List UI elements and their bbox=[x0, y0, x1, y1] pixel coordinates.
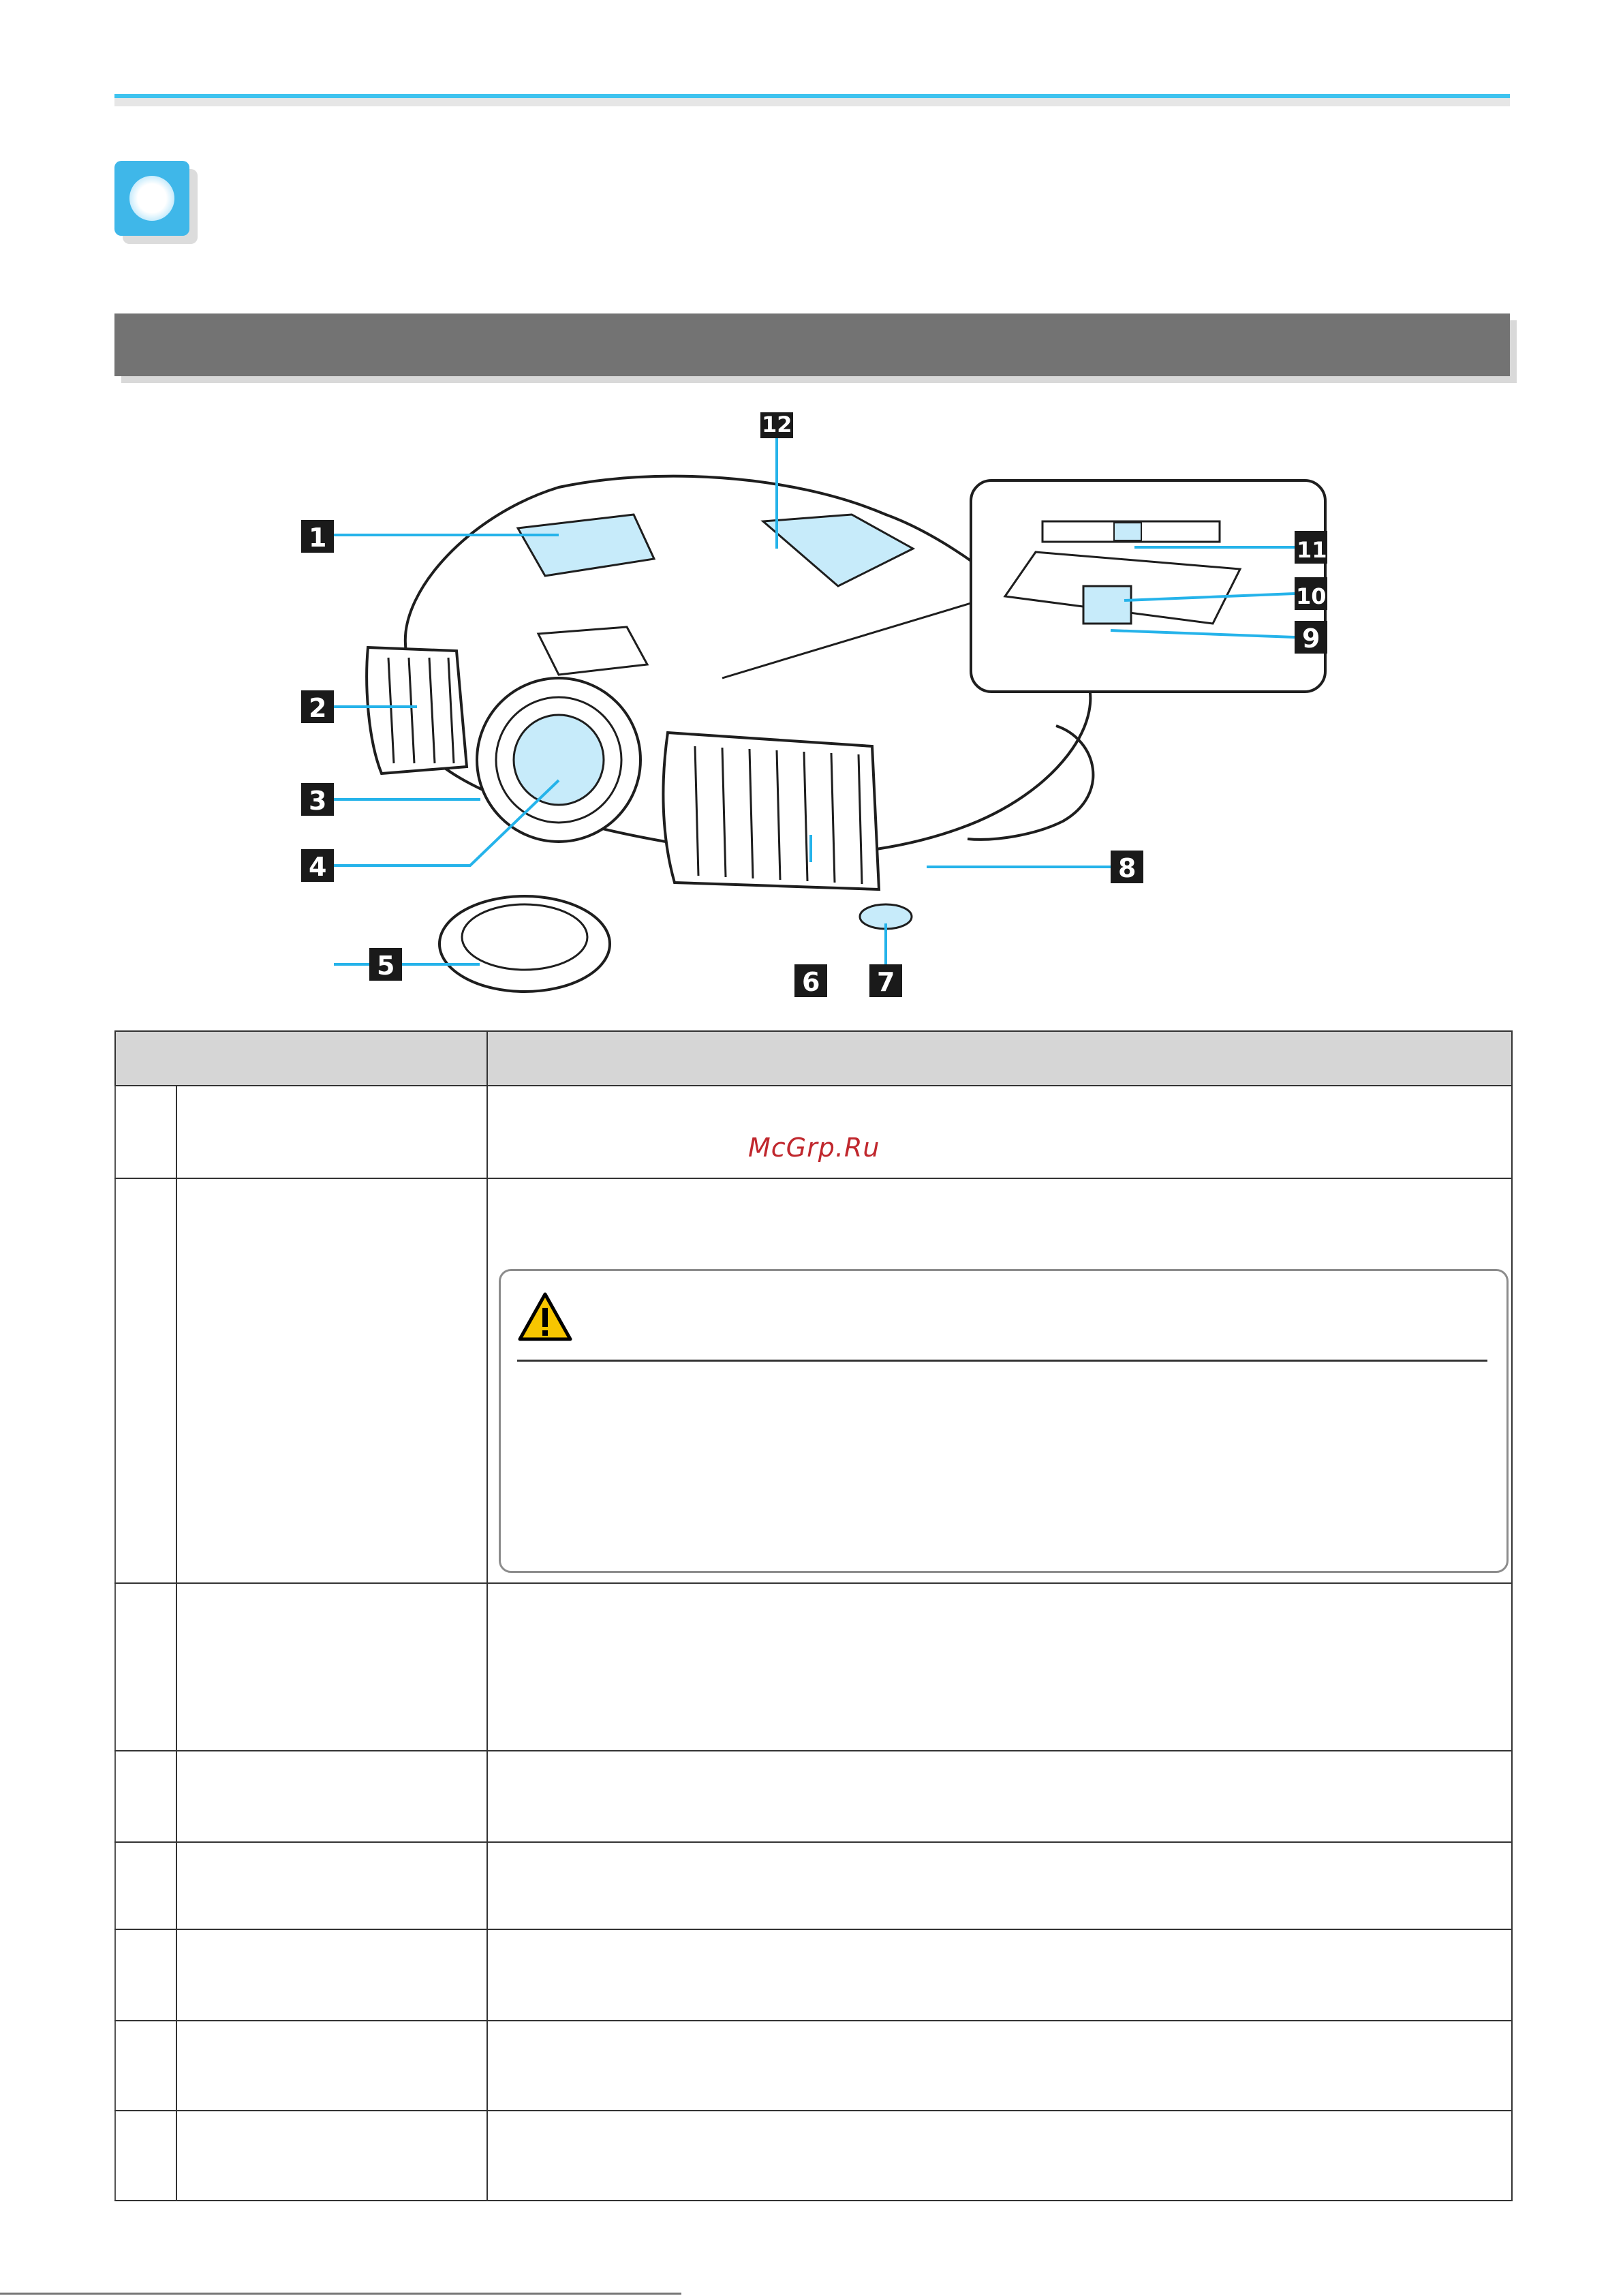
callout-3 bbox=[301, 783, 334, 816]
warning-divider bbox=[517, 1360, 1487, 1362]
table-row bbox=[115, 2021, 1512, 2111]
callout-11 bbox=[1295, 531, 1327, 564]
warning-icon bbox=[517, 1291, 573, 1343]
svg-text:1: 1 bbox=[309, 523, 327, 553]
callout-2 bbox=[301, 690, 334, 723]
svg-text:2: 2 bbox=[309, 693, 327, 723]
warning-box bbox=[499, 1269, 1509, 1573]
svg-text:6: 6 bbox=[802, 967, 820, 997]
svg-text:9: 9 bbox=[1302, 624, 1320, 654]
callout-1 bbox=[301, 520, 334, 553]
callout-8 bbox=[1111, 851, 1143, 883]
svg-text:8: 8 bbox=[1118, 853, 1137, 883]
watermark: McGrp.Ru bbox=[748, 1133, 880, 1163]
table-row bbox=[115, 1086, 1512, 1178]
table-row bbox=[115, 1583, 1512, 1751]
section-heading-bar bbox=[114, 313, 1510, 376]
svg-text:3: 3 bbox=[309, 786, 327, 816]
table-header-function bbox=[487, 1031, 1512, 1086]
callout-12 bbox=[760, 412, 793, 438]
callout-9 bbox=[1295, 621, 1327, 654]
table-row bbox=[115, 2111, 1512, 2201]
projector-diagram bbox=[273, 412, 1363, 1012]
table-header-name bbox=[115, 1031, 487, 1086]
table-row bbox=[115, 1842, 1512, 1929]
footer-rule bbox=[0, 2293, 681, 2295]
table-header-row bbox=[115, 1031, 1512, 1086]
header-rule-shadow bbox=[114, 98, 1510, 106]
table-row bbox=[115, 1751, 1512, 1842]
svg-text:4: 4 bbox=[309, 852, 327, 882]
callout-4 bbox=[301, 849, 334, 882]
svg-text:5: 5 bbox=[377, 951, 395, 981]
callout-6 bbox=[794, 964, 827, 997]
svg-text:7: 7 bbox=[877, 967, 895, 997]
callout-7 bbox=[869, 964, 902, 997]
callout-5 bbox=[369, 948, 402, 981]
chapter-icon bbox=[114, 161, 189, 236]
table-row bbox=[115, 1929, 1512, 2021]
parts-table bbox=[114, 1030, 1513, 2201]
svg-text:11: 11 bbox=[1297, 537, 1327, 563]
svg-text:10: 10 bbox=[1296, 583, 1327, 609]
svg-text:12: 12 bbox=[762, 412, 792, 438]
callout-10 bbox=[1295, 577, 1327, 610]
